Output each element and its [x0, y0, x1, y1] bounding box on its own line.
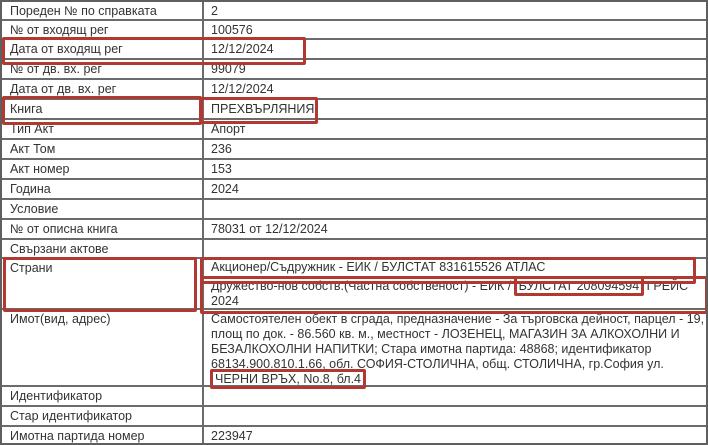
table-row [2, 60, 706, 80]
table-row [2, 180, 706, 200]
row-label: Книга [10, 102, 43, 116]
table-row [2, 200, 706, 220]
property-value-cell [202, 310, 708, 385]
row-value: 78031 от 12/12/2024 [202, 220, 706, 238]
table-row [2, 100, 706, 120]
row-value: 12/12/2024 [202, 80, 706, 98]
table-row [2, 120, 706, 140]
row-label: Дата от входящ рег [10, 42, 123, 56]
row-label: Страни [10, 261, 53, 275]
property-text-body: Самостоятелен обект в сграда, предназначение - За търговска дейност, парцел - 19, площ по док. - 86.560 кв. м., местност - ЛОЗЕНЕЦ, МАГАЗИН ЗА АЛКОХОЛНИ И БЕЗАЛКОХОЛНИ НАПИТКИ; Стара имотна партида: 48868; идентификатор 68134.900.810.1.66, обл. СОФИЯ-СТОЛИЧНА, общ. СТОЛИЧНА, гр.София ул. [211, 312, 705, 371]
row-value: 153 [202, 160, 706, 178]
party-entry-new-owner [204, 278, 706, 308]
row-value [202, 407, 706, 425]
table-row [2, 2, 706, 21]
row-value: 223947 [202, 427, 706, 445]
table-row [2, 427, 706, 445]
table-row [2, 387, 706, 407]
row-label: Имотна партида номер [10, 429, 145, 443]
row-label: Тип Акт [10, 122, 54, 136]
property-description [211, 312, 708, 387]
row-value [202, 240, 706, 257]
row-value: 2024 [202, 180, 706, 198]
table-row [2, 80, 706, 100]
row-value: 236 [202, 140, 706, 158]
row-value: 2 [202, 2, 706, 19]
row-label: Свързани актове [10, 242, 109, 256]
parties-value-cell [202, 259, 706, 308]
table-row [2, 140, 706, 160]
party-text-prefix: Дружество-нов собств.(Частна собственост) - ЕИК / [211, 279, 515, 293]
row-value: ПРЕХВЪРЛЯНИЯ [202, 100, 706, 118]
row-label: Пореден № по справката [10, 4, 157, 18]
row-value [202, 387, 706, 405]
row-value: 100576 [202, 21, 706, 38]
party-text: Акционер/Съдружник - ЕИК / БУЛСТАТ 831615526 АТЛАС [211, 260, 546, 274]
row-label: Акт номер [10, 162, 70, 176]
row-label: Година [10, 182, 51, 196]
table-row [2, 40, 706, 60]
row-value: 12/12/2024 [202, 40, 706, 58]
table-row-property [2, 310, 706, 387]
row-label: № от дв. вх. рег [10, 62, 102, 76]
table-row [2, 407, 706, 427]
table-row [2, 21, 706, 40]
bulstat-highlight-annotation: БУЛСТАТ 208094594 [514, 276, 645, 296]
table-row-parties [2, 259, 706, 310]
table-row [2, 220, 706, 240]
row-label: Акт Том [10, 142, 56, 156]
row-label: Условие [10, 202, 59, 216]
row-value: Апорт [202, 120, 706, 138]
row-label: № от описна книга [10, 222, 118, 236]
table-row [2, 240, 706, 259]
table-row [2, 160, 706, 180]
row-value: 99079 [202, 60, 706, 78]
row-label: № от входящ рег [10, 23, 109, 37]
row-label: Имот(вид, адрес) [10, 312, 111, 326]
row-label: Идентификатор [10, 389, 103, 403]
row-label: Стар идентификатор [10, 409, 133, 423]
row-value [202, 200, 706, 218]
party-text-suffix: ГРЕЙС 2024 [211, 279, 689, 308]
row-label: Дата от дв. вх. рег [10, 82, 117, 96]
address-highlight-annotation: ЧЕРНИ ВРЪХ, No.8, бл.4 [210, 369, 366, 389]
